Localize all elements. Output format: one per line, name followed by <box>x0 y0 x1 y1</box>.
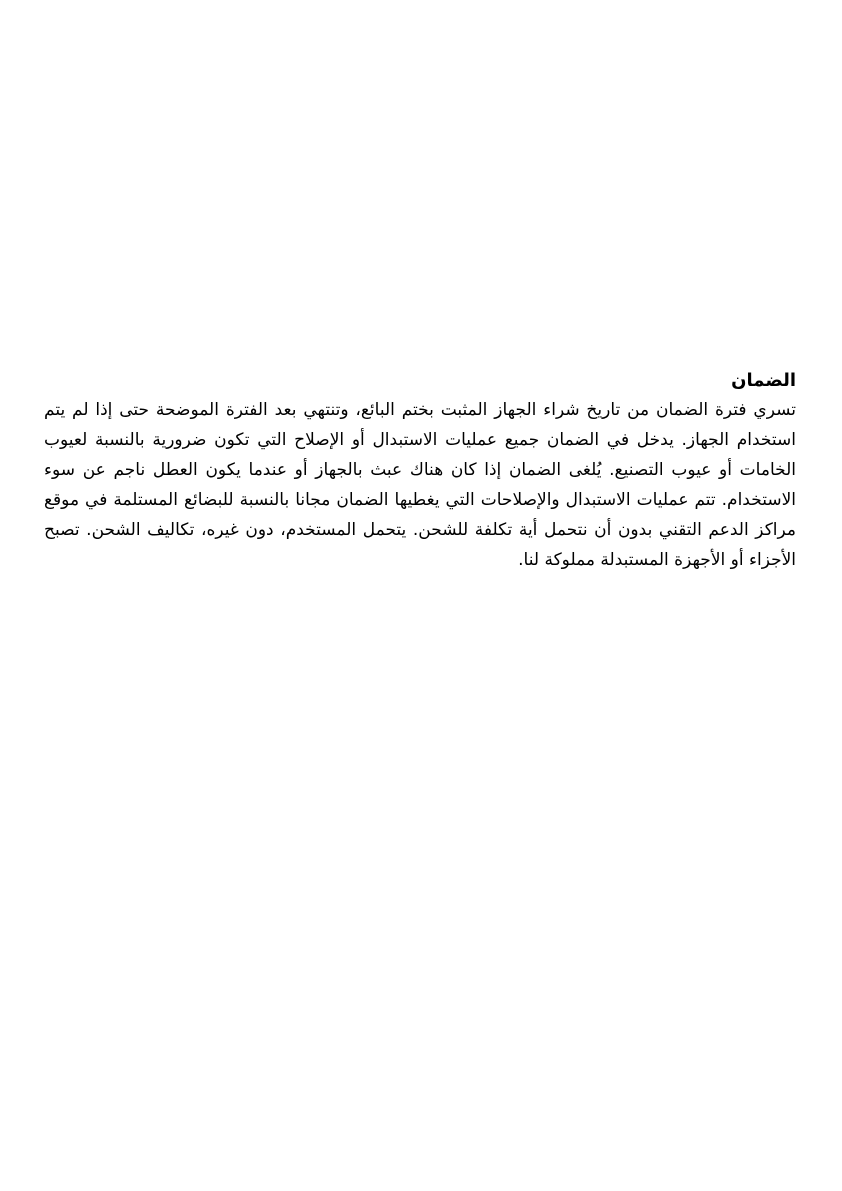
warranty-section <box>44 366 796 575</box>
section-body-text: تسري فترة الضمان من تاريخ شراء الجهاز المثبت بختم البائع، وتنتهي بعد الفترة الموضحة حتى إذا لم يتم استخدام الجهاز. يدخل في الضمان جميع عمليات الاستبدال أو الإصلاح التي تكون ضرورية بالنسبة لعيوب الخامات أو عيوب التصنيع. يُلغى الضمان إذا كان هناك عبث بالجهاز أو عندما يكون العطل ناجم عن سوء الاستخدام. تتم عمليات الاستبدال والإصلاحات التي يغطيها الضمان مجانا بالنسبة للبضائع المستلمة في موقع مراكز الدعم التقني بدون أن نتحمل أية تكلفة للشحن. يتحمل المستخدم، دون غيره، تكاليف الشحن. تصبح الأجزاء أو الأجهزة المستبدلة مملوكة لنا. <box>44 400 796 570</box>
section-heading: الضمان <box>731 370 796 391</box>
